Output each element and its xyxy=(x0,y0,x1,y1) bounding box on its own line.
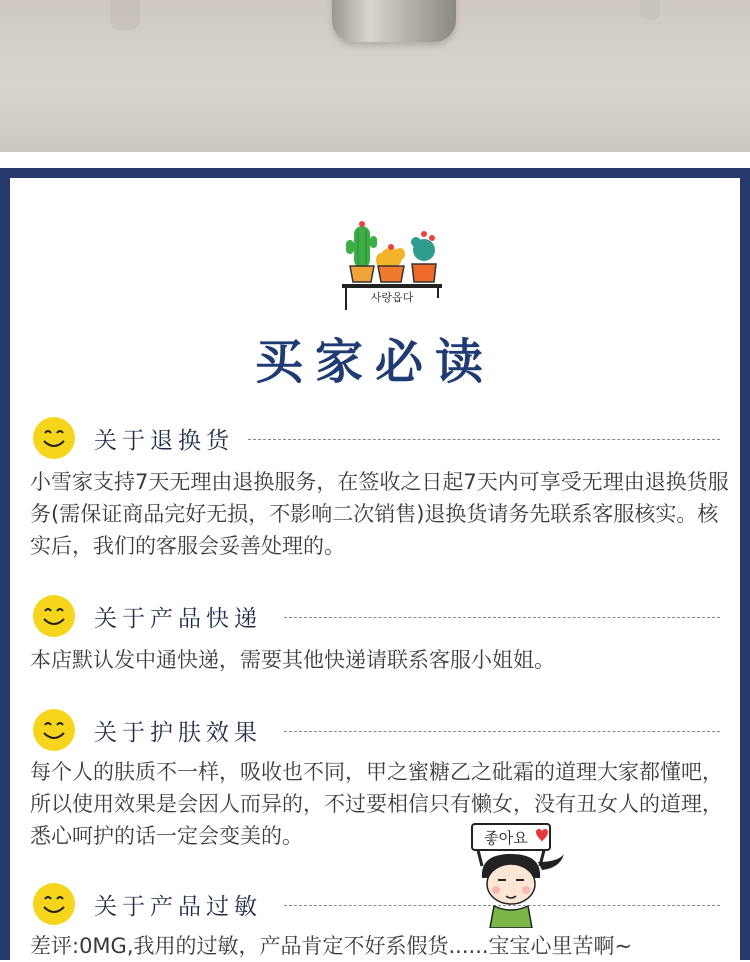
sticker-sign-text: 좋아요 xyxy=(484,829,528,847)
smiley-icon xyxy=(32,882,76,926)
section-header-allergy xyxy=(32,882,732,928)
dashed-divider xyxy=(248,439,720,440)
product-bottle-image xyxy=(332,0,456,42)
smiley-icon xyxy=(32,416,76,460)
header-product-photo xyxy=(0,0,750,156)
photo-shadow-right xyxy=(640,0,660,20)
section-title: 关于退换货 xyxy=(94,428,234,454)
section-title: 关于产品快递 xyxy=(94,606,262,632)
section-header-skincare xyxy=(32,708,732,754)
section-body-skincare: 每个人的肤质不一样，吸收也不同，甲之蜜糖乙之砒霜的道理大家都懂吧，所以使用效果是会因人而异的，不过要相信只有懒女，没有丑女人的道理，悉心呵护的话一定会变美的。 xyxy=(30,760,723,848)
section-title: 关于护肤效果 xyxy=(94,720,262,746)
buyer-notice-frame xyxy=(0,168,750,960)
dashed-divider xyxy=(284,731,720,732)
buyer-notice-card xyxy=(10,178,740,960)
dashed-divider xyxy=(284,617,720,618)
photo-shadow-left xyxy=(110,0,140,30)
smiley-icon xyxy=(32,594,76,638)
section-header-shipping xyxy=(32,594,732,640)
section-header-returns xyxy=(32,416,732,462)
section-body-returns: 小雪家支持7天无理由退换服务，在签收之日起7天内可享受无理由退换货服务(需保证商品完好无损，不影响二次销售)退换货请务先联系客服核实。核实后，我们的客服会妥善处理的。 xyxy=(30,470,729,558)
cactus-illustration xyxy=(336,216,446,316)
cactus-sign-text: 사랑옵다 xyxy=(370,291,414,304)
photo-divider xyxy=(0,152,750,156)
girl-sign-sticker xyxy=(466,818,576,928)
section-body-allergy: 差评:0MG,我用的过敏，产品肯定不好系假货......宝宝心里苦啊~ xyxy=(30,934,633,958)
smiley-icon xyxy=(32,708,76,752)
section-title: 关于产品过敏 xyxy=(94,894,262,920)
section-body-shipping: 本店默认发中通快递，需要其他快递请联系客服小姐姐。 xyxy=(30,648,555,672)
page-title: 买家必读 xyxy=(254,334,495,390)
